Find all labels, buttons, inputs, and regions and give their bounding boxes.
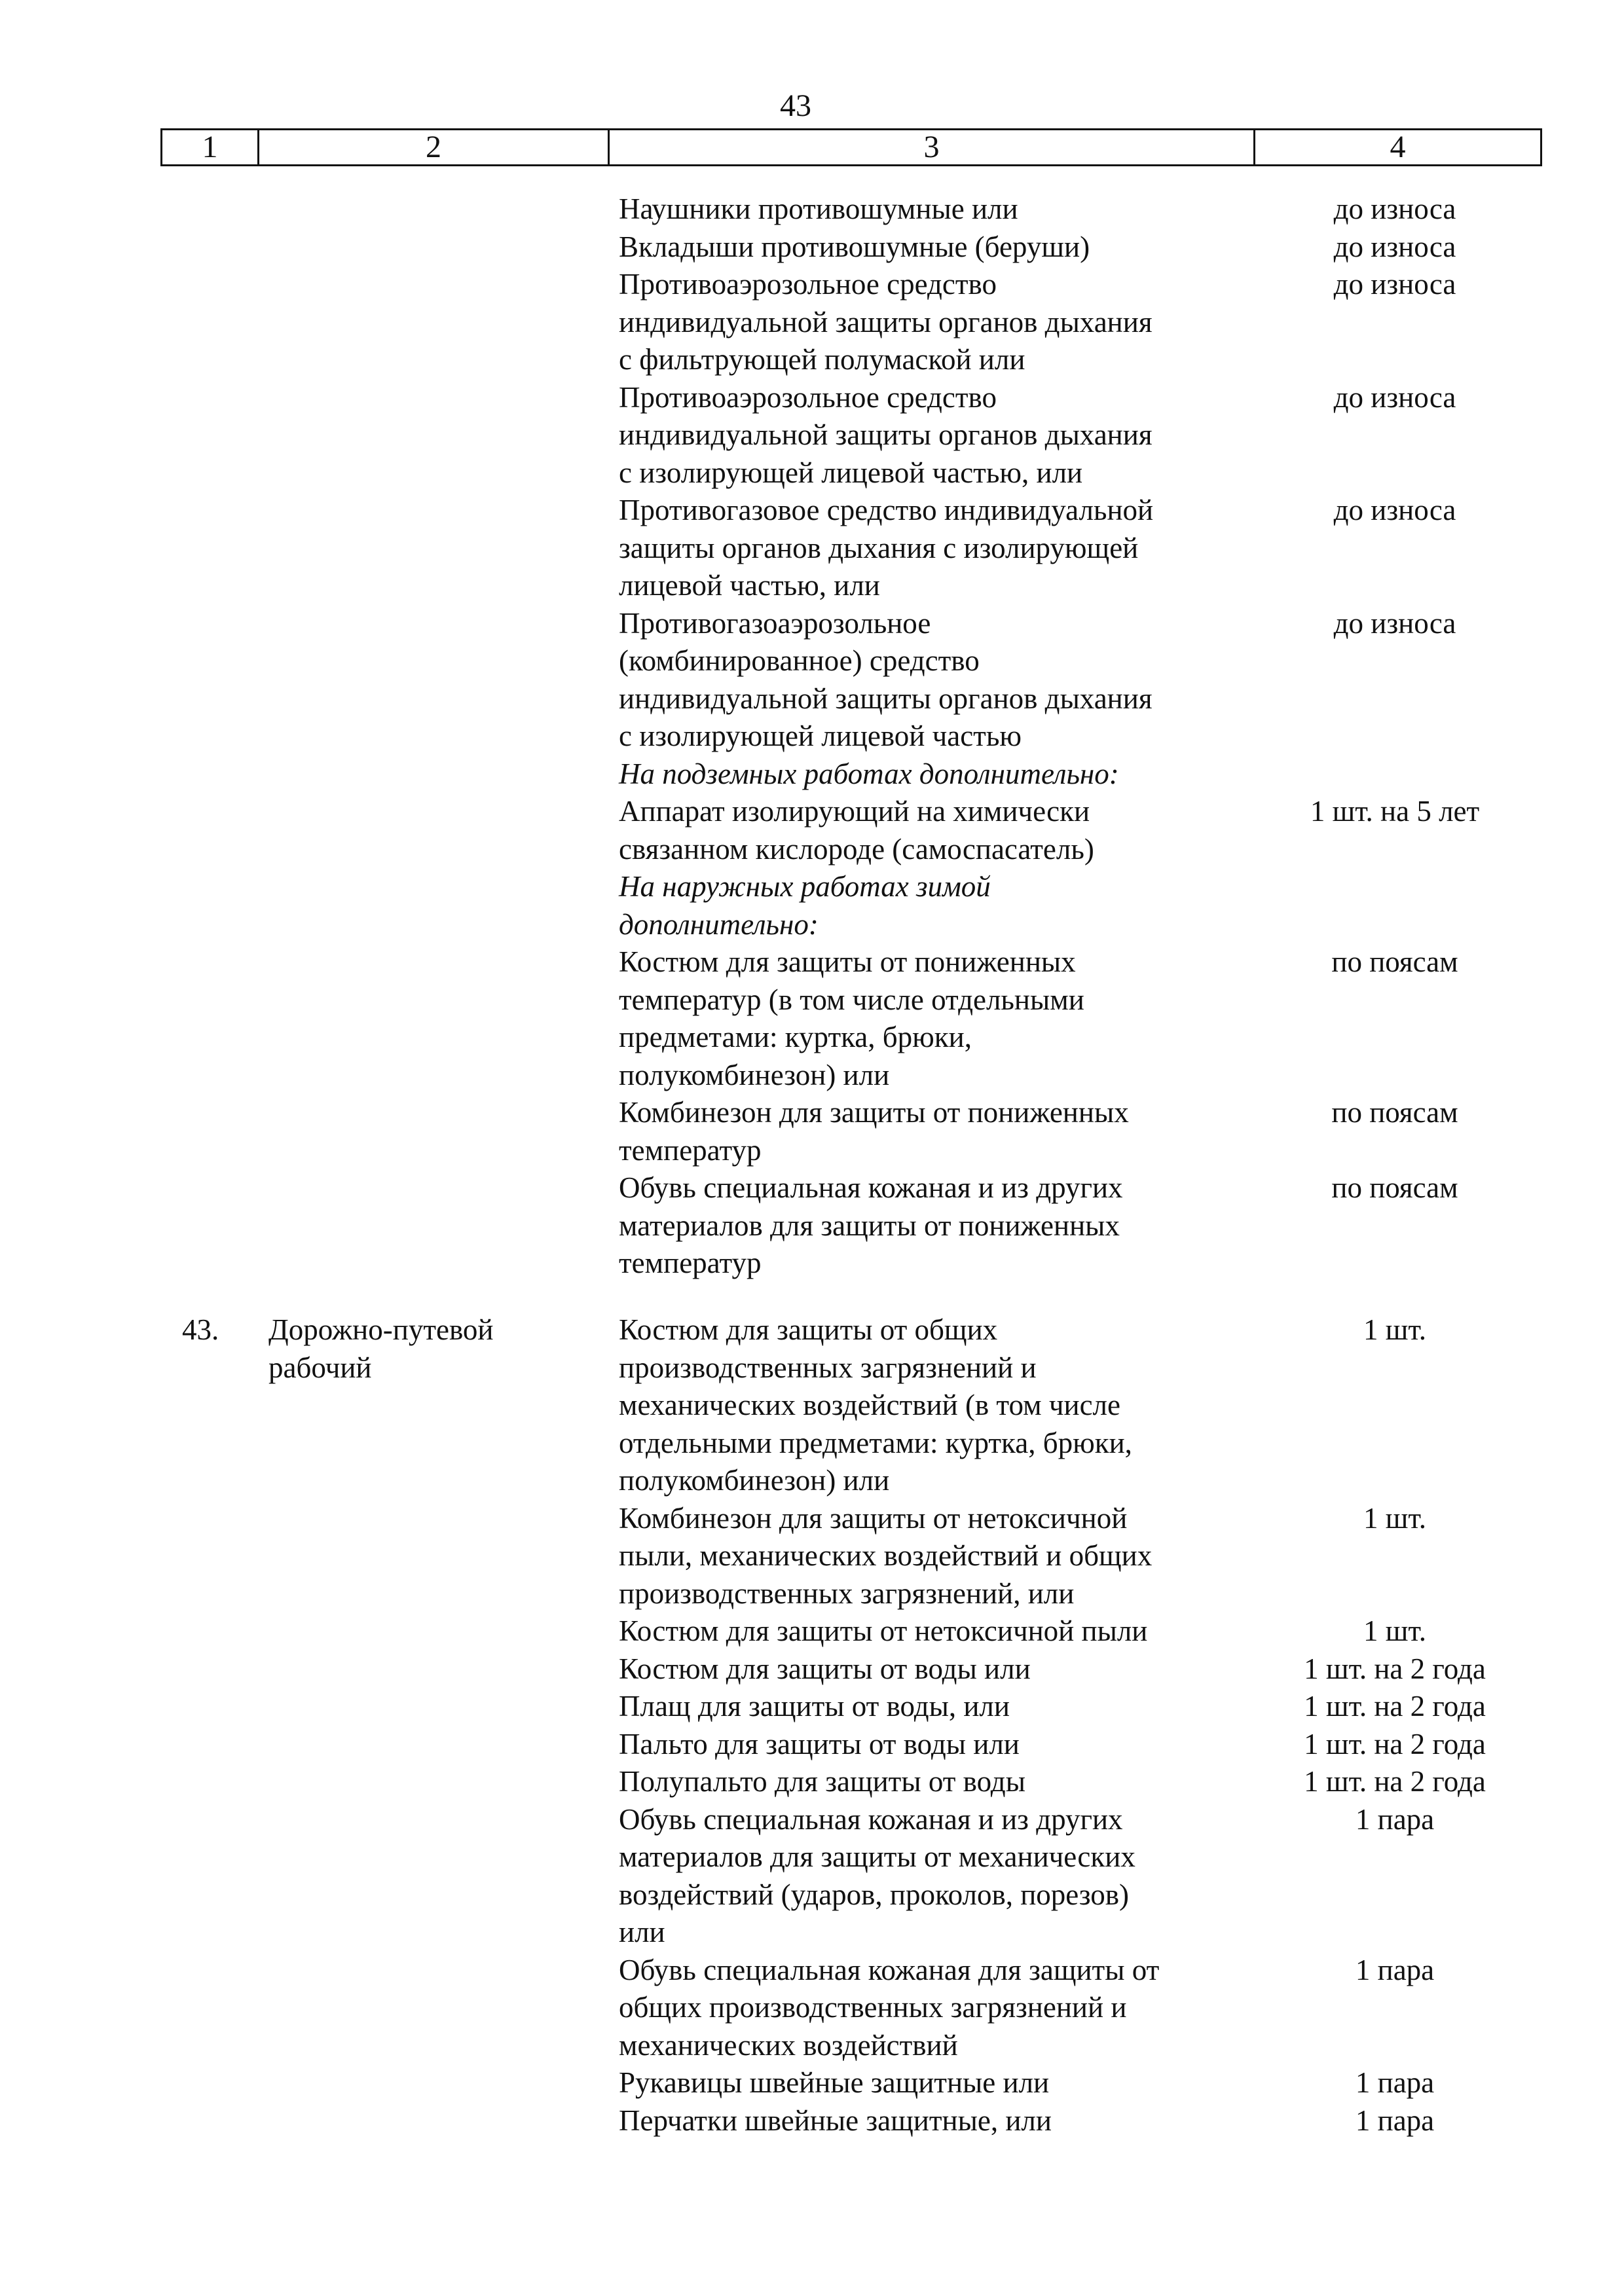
continued-items-list — [619, 191, 1480, 1283]
item-description-line: Наушники противошумные или — [619, 192, 1018, 225]
item-description — [619, 1311, 1234, 1500]
item-description-line: (комбинированное) средство — [619, 644, 980, 677]
item-row — [619, 1801, 1435, 1952]
item-description-line: Противогазоаэрозольное — [619, 606, 931, 640]
item-row — [619, 1688, 1486, 1726]
header-col-2: 2 — [259, 130, 610, 164]
item-description-line: дополнительно: — [619, 907, 819, 941]
item-description-line: Обувь специальная кожаная и из других — [619, 1802, 1123, 1836]
item-description-line: Рукавицы швейные защитные или — [619, 2066, 1050, 2099]
item-description-line: полукомбинезон) или — [619, 1464, 890, 1497]
item-description — [619, 1726, 1234, 1764]
item-description — [619, 1169, 1234, 1283]
item-row — [619, 1500, 1426, 1613]
item-description-line: индивидуальной защиты органов дыхания — [619, 682, 1153, 715]
item-row — [619, 379, 1456, 492]
item-quantity: 1 шт. — [1363, 1313, 1426, 1346]
item-row — [619, 1650, 1486, 1688]
page-number: 43 — [780, 88, 811, 123]
item-row — [619, 943, 1458, 1094]
entry-title-line: Дорожно-путевой — [268, 1313, 494, 1346]
item-description — [619, 492, 1234, 605]
entry-title-line: рабочий — [268, 1351, 372, 1384]
item-description-line: индивидуальной защиты органов дыхания — [619, 418, 1153, 451]
item-description-line: Противогазовое средство индивидуальной — [619, 494, 1154, 526]
item-description — [619, 379, 1234, 492]
section-subheading — [619, 868, 1234, 943]
table-header-row — [160, 128, 1542, 166]
item-quantity: 1 шт. на 2 года — [1304, 1765, 1486, 1798]
item-description — [619, 1094, 1234, 1169]
item-quantity: 1 шт. на 2 года — [1304, 1727, 1486, 1760]
item-description — [619, 868, 1234, 943]
item-row — [619, 1952, 1435, 2065]
item-quantity: 1 шт. на 2 года — [1304, 1652, 1486, 1685]
item-description-line: Вкладыши противошумные (беруши) — [619, 230, 1090, 263]
item-description-line: воздействий (ударов, проколов, порезов) — [619, 1878, 1130, 1911]
item-description-line: На наружных работах зимой — [619, 870, 991, 903]
item-description — [619, 1500, 1234, 1613]
item-quantity: 1 пара — [1355, 2104, 1435, 2137]
item-description-line: пыли, механических воздействий и общих — [619, 1539, 1153, 1572]
item-description-line: Костюм для защиты от общих — [619, 1313, 998, 1346]
item-quantity: до износа — [1333, 380, 1456, 414]
item-description-line: Полупальто для защиты от воды — [619, 1765, 1025, 1798]
item-quantity: до износа — [1333, 606, 1456, 640]
item-description — [619, 1688, 1234, 1726]
item-row — [619, 1613, 1426, 1650]
item-quantity: 1 шт. на 2 года — [1304, 1690, 1486, 1722]
item-description-line: отдельными предметами: куртка, брюки, — [619, 1426, 1132, 1459]
item-quantity: 1 шт. на 5 лет — [1310, 795, 1480, 828]
item-description-line: Костюм для защиты от воды или — [619, 1652, 1031, 1685]
item-quantity: 1 шт. — [1363, 1614, 1426, 1647]
header-col-3: 3 — [610, 130, 1255, 164]
item-description — [619, 228, 1234, 266]
item-row — [619, 1311, 1426, 1500]
item-description-line: полукомбинезон) или — [619, 1058, 890, 1091]
item-row — [619, 1726, 1486, 1764]
item-description-line: материалов для защиты от механических — [619, 1840, 1135, 1873]
item-description-line: общих производственных загрязнений и — [619, 1991, 1127, 2024]
item-quantity: 1 шт. — [1363, 1501, 1426, 1535]
item-description-line: производственных загрязнений и — [619, 1351, 1037, 1384]
item-description-line: Костюм для защиты от нетоксичной пыли — [619, 1614, 1148, 1647]
item-description — [619, 1952, 1234, 2065]
item-quantity: до износа — [1333, 192, 1456, 225]
item-description — [619, 266, 1234, 379]
item-row — [619, 492, 1456, 605]
item-quantity: 1 пара — [1355, 1953, 1435, 1986]
item-quantity: до износа — [1333, 494, 1456, 526]
item-row — [619, 1763, 1486, 1801]
item-description-line: с изолирующей лицевой частью — [619, 720, 1022, 752]
item-quantity: до износа — [1333, 230, 1456, 263]
item-description-line: производственных загрязнений, или — [619, 1576, 1075, 1610]
item-description — [619, 191, 1234, 228]
item-description-line: Аппарат изолирующий на химически — [619, 795, 1090, 828]
item-description-line: предметами: куртка, брюки, — [619, 1021, 972, 1053]
item-description-line: Комбинезон для защиты от нетоксичной — [619, 1501, 1128, 1535]
item-row — [619, 2102, 1435, 2140]
item-description-line: Противоаэрозольное средство — [619, 380, 997, 414]
item-description-line: с изолирующей лицевой частью, или — [619, 456, 1083, 489]
item-description — [619, 793, 1234, 868]
item-quantity: 1 пара — [1355, 2066, 1435, 2099]
item-description-line: Обувь специальная кожаная и из других — [619, 1171, 1123, 1204]
item-description-line: Пальто для защиты от воды или — [619, 1727, 1020, 1760]
item-description — [619, 605, 1234, 756]
item-description — [619, 756, 1234, 793]
item-description-line: связанном кислороде (самоспасатель) — [619, 832, 1094, 866]
item-description-line: температур — [619, 1247, 762, 1279]
item-description — [619, 1650, 1234, 1688]
item-description-line: индивидуальной защиты органов дыхания — [619, 305, 1153, 338]
item-description-line: Обувь специальная кожаная для защиты от — [619, 1953, 1160, 1986]
item-description — [619, 943, 1234, 1094]
item-quantity: 1 пара — [1355, 1802, 1435, 1836]
header-col-1: 1 — [162, 130, 259, 164]
item-description-line: с фильтрующей полумаской или — [619, 343, 1025, 376]
item-row — [619, 191, 1456, 228]
item-row — [619, 793, 1480, 868]
item-row — [619, 2064, 1435, 2102]
item-description-line: защиты органов дыхания с изолирующей — [619, 531, 1139, 564]
item-description-line: или — [619, 1916, 665, 1948]
item-row — [619, 266, 1456, 379]
item-description — [619, 1763, 1234, 1801]
item-description-line: материалов для защиты от пониженных — [619, 1209, 1120, 1242]
item-description — [619, 2102, 1234, 2140]
item-quantity: по поясам — [1331, 1096, 1458, 1129]
item-description-line: механических воздействий — [619, 2028, 958, 2062]
item-description-line: Противоаэрозольное средство — [619, 268, 997, 301]
header-col-4: 4 — [1390, 130, 1406, 164]
item-description-line: температур (в том числе отдельными — [619, 983, 1084, 1016]
item-row — [619, 1094, 1458, 1169]
item-description — [619, 2064, 1234, 2102]
item-description-line: Плащ для защиты от воды, или — [619, 1690, 1010, 1722]
section-subheading — [619, 756, 1234, 793]
item-row — [619, 605, 1456, 756]
item-description — [619, 1801, 1234, 1952]
item-description-line: Перчатки швейные защитные, или — [619, 2104, 1052, 2137]
item-quantity: по поясам — [1331, 945, 1458, 978]
item-row — [619, 228, 1456, 266]
item-quantity: до износа — [1333, 268, 1456, 301]
item-description-line: температур — [619, 1133, 762, 1167]
item-row — [619, 1169, 1458, 1283]
item-description-line: Комбинезон для защиты от пониженных — [619, 1096, 1129, 1129]
entry-items-list — [619, 1311, 1486, 2140]
item-description-line: На подземных работах дополнительно: — [619, 757, 1119, 790]
entry-title — [268, 1311, 609, 1387]
item-description-line: лицевой частью, или — [619, 569, 880, 602]
item-description — [619, 1613, 1234, 1650]
entry-number: 43. — [182, 1313, 219, 1346]
item-description-line: механических воздействий (в том числе — [619, 1389, 1120, 1421]
item-description-line: Костюм для защиты от пониженных — [619, 945, 1076, 978]
item-quantity: по поясам — [1331, 1171, 1458, 1204]
